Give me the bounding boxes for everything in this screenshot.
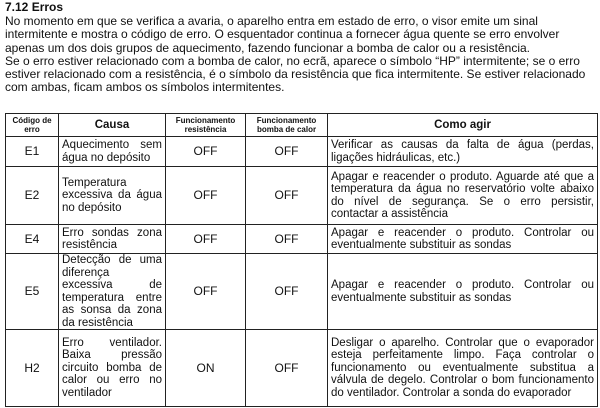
row-resistance: OFF <box>166 225 246 254</box>
row-cause: Erro ventilador. Baixa pressão circuito bomba de calor ou erro no ventilador <box>59 330 166 407</box>
row-resistance: OFF <box>166 167 246 225</box>
row-cause: Erro sondas zona resistência <box>59 225 166 254</box>
row-code: E4 <box>6 225 59 254</box>
row-action: Apagar e reacender o produto. Aguarde até que a temperatura da água no reservatório volte abaixo do nível de segurança. Se o erro persistir, contactar a assistência <box>328 167 598 225</box>
intro-text <box>5 15 597 95</box>
row-cause: Temperatura excessiva da água no depósito <box>59 167 166 225</box>
intro-paragraph-1: No momento em que se verifica a avaria, o aparelho entra em estado de erro, o visor emite um sinal intermitente e mostra o código de erro. O esquentador continua a fornecer água quente se erro envolver apenas um dos dois grupos de aquecimento, fazendo funcionar a bomba de calor ou a resistência. <box>5 14 560 55</box>
row-action: Verificar as causas da falta de água (perdas, ligações hidráulicas, etc.) <box>328 137 598 167</box>
row-heat-pump: OFF <box>246 167 328 225</box>
row-action: Apagar e reacender o produto. Controlar ou eventualmente substituir as sondas <box>328 225 598 254</box>
row-code: E2 <box>6 167 59 225</box>
row-code: E1 <box>6 137 59 167</box>
row-action: Apagar e reacender o produto. Controlar ou eventualmente substituir as sondas <box>328 254 598 330</box>
row-resistance: OFF <box>166 137 246 167</box>
row-action: Desligar o aparelho. Controlar que o evaporador esteja perfeitamente limpo. Faça controlar o funcionamento ou eventualmente substitua a válvula de degelo. Controlar o bom funcionamento do ventilador. Controlar a sonda do evaporador <box>328 330 598 407</box>
row-code: H2 <box>6 330 59 407</box>
row-heat-pump: OFF <box>246 137 328 167</box>
header-cause: Causa <box>59 114 166 137</box>
table-row <box>6 254 598 330</box>
section-title: 7.12 Erros <box>5 0 64 14</box>
error-table <box>5 113 598 407</box>
intro-paragraph-2: Se o erro estiver relacionado com a bomba de calor, no ecrã, aparece o símbolo “HP” intermitente; se o erro estiver relacionado com a resistência, é o símbolo da resistência que fica intermitente. Se estiver relacionado com ambas, ficam ambos os símbolos intermitentes. <box>5 53 586 95</box>
row-cause: Aquecimento sem água no depósito <box>59 137 166 167</box>
row-heat-pump: OFF <box>246 330 328 407</box>
table-header-row <box>6 114 598 137</box>
table-row <box>6 167 598 225</box>
header-heat-pump: Funcionamento bomba de calor <box>246 114 328 137</box>
table-row <box>6 137 598 167</box>
header-action: Como agir <box>328 114 598 137</box>
header-resistance: Funcionamento resistência <box>166 114 246 137</box>
row-heat-pump: OFF <box>246 225 328 254</box>
table-row <box>6 225 598 254</box>
row-resistance: ON <box>166 330 246 407</box>
row-heat-pump: OFF <box>246 254 328 330</box>
header-code: Código de erro <box>6 114 59 137</box>
row-cause: Detecção de uma diferença excessiva de temperatura entre as sonsa da zona da resistência <box>59 254 166 330</box>
row-code: E5 <box>6 254 59 330</box>
table-row <box>6 330 598 407</box>
row-resistance: OFF <box>166 254 246 330</box>
